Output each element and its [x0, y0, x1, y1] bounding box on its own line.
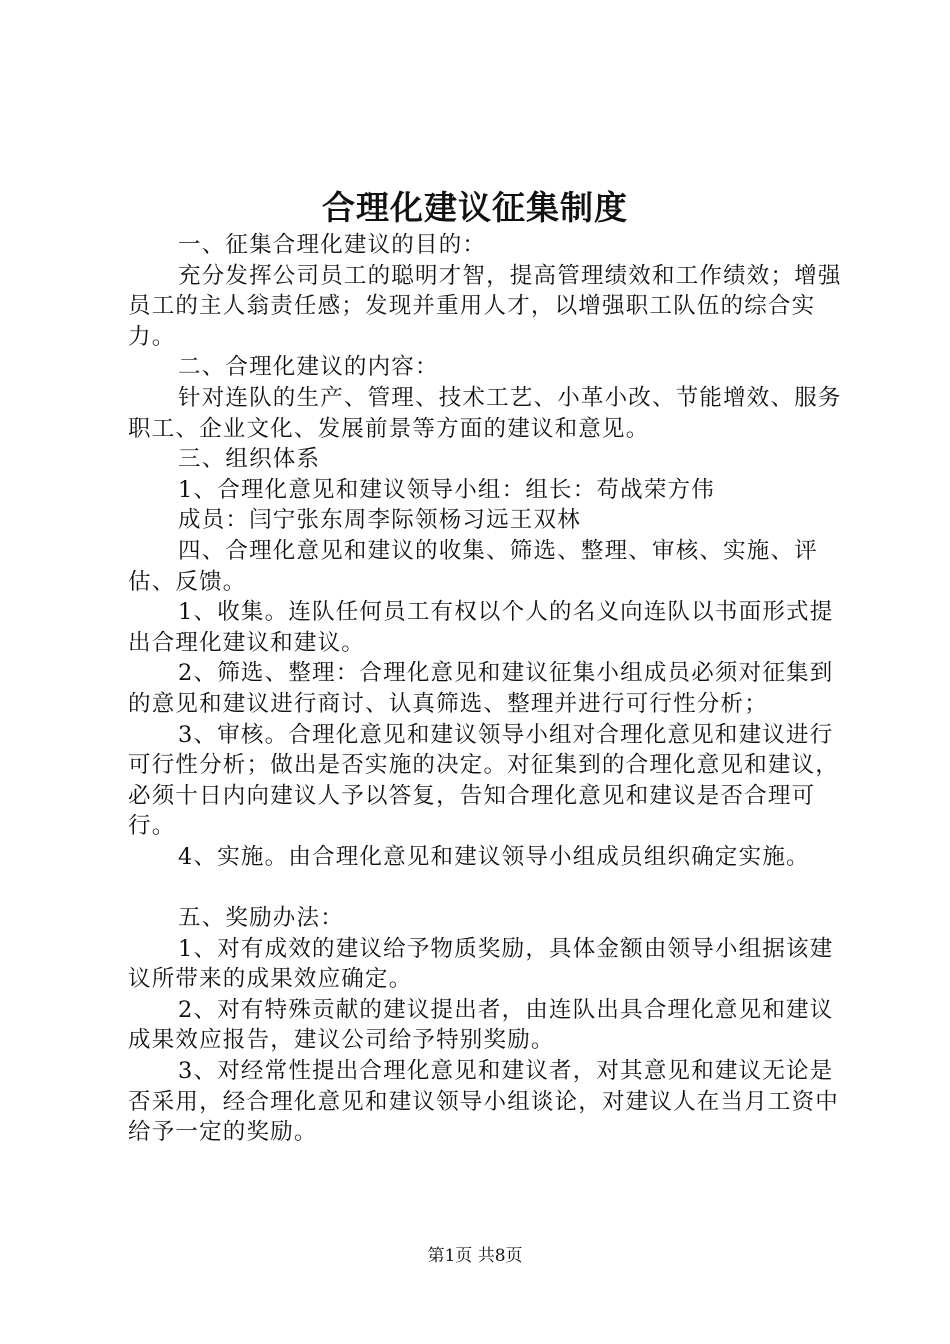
section-heading-content: 二、合理化建议的内容： — [178, 354, 439, 381]
paragraph-reward-3: 3、对经常性提出合理化意见和建议者，对其意见和建议无论是否采用，经合理化意见和建议领导小组谈论，对建议人在当月工资中给予一定的奖励。 — [128, 1058, 840, 1146]
paragraph-leader-group: 1、合理化意见和建议领导小组：组长：苟战荣方伟 — [178, 476, 715, 503]
paragraph-members: 成员：闫宁张东周李际领杨习远王双林 — [178, 507, 581, 534]
section-heading-organization: 三、组织体系 — [178, 446, 321, 473]
blank-line — [128, 872, 848, 903]
section-heading-process: 四、合理化意见和建议的收集、筛选、整理、审核、实施、评估、反馈。 — [128, 537, 818, 595]
document-title: 合理化建议征集制度 — [322, 188, 628, 227]
paragraph-content: 针对连队的生产、管理、技术工艺、小革小改、节能增效、服务职工、企业文化、发展前景等方面的建议和意见。 — [128, 384, 842, 442]
paragraph-reward-2: 2、对有特殊贡献的建议提出者，由连队出具合理化意见和建议成果效应报告，建议公司给予特别奖励。 — [128, 996, 834, 1054]
paragraph-purpose: 充分发挥公司员工的聪明才智，提高管理绩效和工作绩效；增强员工的主人翁责任感；发现并重用人才，以增强职工队伍的综合实力。 — [128, 262, 842, 350]
paragraph-reward-1: 1、对有成效的建议给予物质奖励，具体金额由领导小组据该建议所带来的成果效应确定。 — [128, 935, 834, 993]
paragraph-review: 3、审核。合理化意见和建议领导小组对合理化意见和建议进行可行性分析；做出是否实施的决定。对征集到的合理化意见和建议，必须十日内向建议人予以答复，告知合理化意见和建议是否合理可行。 — [128, 721, 840, 840]
document-body — [128, 230, 848, 1148]
section-heading-purpose: 一、征集合理化建议的目的： — [178, 232, 487, 258]
paragraph-implement: 4、实施。由合理化意见和建议领导小组成员组织确定实施。 — [178, 843, 810, 870]
page-number-footer: 第1页 共8页 — [427, 1246, 523, 1266]
paragraph-filter: 2、筛选、整理：合理化意见和建议征集小组成员必须对征集到的意见和建议进行商讨、认真筛选、整理并进行可行性分析； — [128, 660, 834, 717]
paragraph-collect: 1、收集。连队任何员工有权以个人的名义向连队以书面形式提出合理化建议和建议。 — [128, 599, 834, 656]
section-heading-rewards: 五、奖励办法： — [178, 905, 344, 932]
